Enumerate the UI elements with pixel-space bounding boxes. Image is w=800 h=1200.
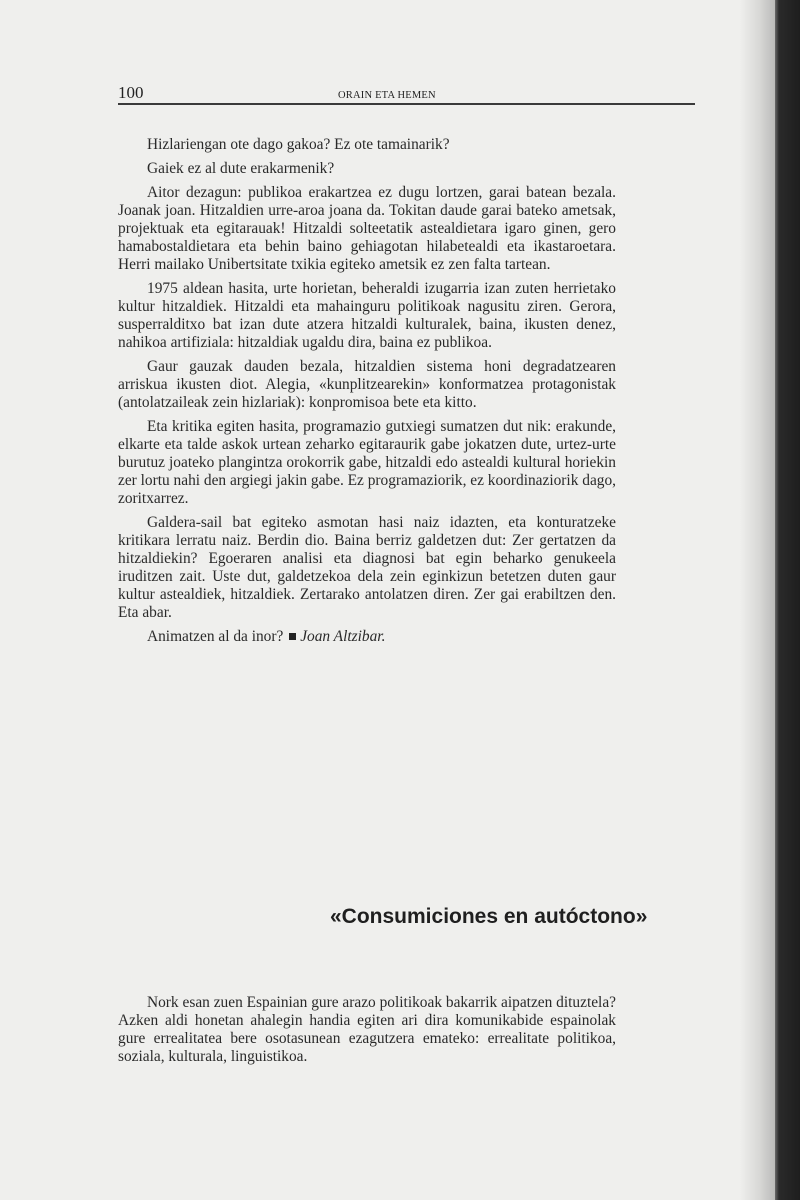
end-mark-square-icon (289, 633, 296, 640)
running-title: ORAIN ETA HEMEN (338, 90, 436, 101)
paragraph: Hizlariengan ote dago gakoa? Ez ote tamainarik? (147, 136, 450, 153)
paragraph: Galdera-sail bat egiteko asmotan hasi naiz idazten, eta konturatzeke kritikara lerratu naiz. Berdin dio. Baina berriz galdetzen dut: Zer gertatzen da hitzaldiekin? Egoeraren analisi eta diagnosi bat egin beharko genukeela iruditzen zait. Uste dut, galdetzekoa dela zein eginkizun betetzen duten gaur kultur astealdiek, hitzaldiek. Zertarako antolatzen diren. Zer gai erabiltzen den. Eta abar. (118, 514, 616, 621)
article-2-body (118, 994, 616, 1072)
paragraph: Gaur gauzak dauden bezala, hitzaldien sistema honi degradatzearen arriskua ikusten diot. Alegia, «kunplitzearekin» konformatzea protagonistak (antolatzaileak zein hizlariak): konpromisoa bete eta kitto. (118, 358, 616, 411)
running-header (118, 84, 695, 104)
page-number: 100 (118, 83, 144, 102)
article-1-body (118, 136, 616, 652)
author-signature: Joan Altzibar. (300, 628, 386, 645)
paragraph: Gaiek ez al dute erakarmenik? (147, 160, 335, 177)
closing-paragraph (118, 628, 616, 646)
paragraph: Aitor dezagun: publikoa erakartzea ez dugu lortzen, garai batean bezala. Joanak joan. Hitzaldien urre-aroa joana da. Tokitan daude garai bateko ametsak, projektuak eta egitarauak! Hitzaldi solteetatik astealdietara igaro ginen, gero hamabostaldietara eta behin baino gehiagotan hilabetealdi eta ikastaroetara. Herri mailako Unibertsitate txikia egiteko ametsik ez zen falta tartean. (118, 184, 616, 273)
book-spine-shadow (775, 0, 800, 1200)
paragraph: Nork esan zuen Espainian gure arazo politikoak bakarrik aipatzen dituztela? Azken aldi honetan ahalegin handia egiten ari dira komunikabide espainolak gure errealitatea bere osotasunean ezagutzera emateko: errealitate politikoa, soziala, kulturala, linguistikoa. (118, 994, 616, 1065)
paragraph: 1975 aldean hasita, urte horietan, beheraldi izugarria izan zuten herrietako kultur hitzaldiek. Hitzaldi eta mahainguru politikoak nagusitu ziren. Gerora, susperralditxo bat izan dute atzera hitzaldi kulturalek, baina, ikusten denez, nahikoa artifiziala: hitzaldiak ugaldu dira, baina ez publikoa. (118, 280, 616, 351)
article-2-title: «Consumiciones en autóctono» (330, 905, 648, 928)
closing-text: Animatzen al da inor? (147, 628, 284, 645)
paragraph: Eta kritika egiten hasita, programazio gutxiegi sumatzen dut nik: erakunde, elkarte eta talde askok urtean zeharko egitaraurik gabe jokatzen dute, urtez-urte burutuz joateko plangintza orokorrik gabe, hitzaldi edo astealdi kultural horiekin zer lortu nahi den argiegi jakin gabe. Ez programaziorik, ez koordinaziorik dago, zoritxarrez. (118, 418, 617, 507)
header-rule (118, 103, 695, 105)
